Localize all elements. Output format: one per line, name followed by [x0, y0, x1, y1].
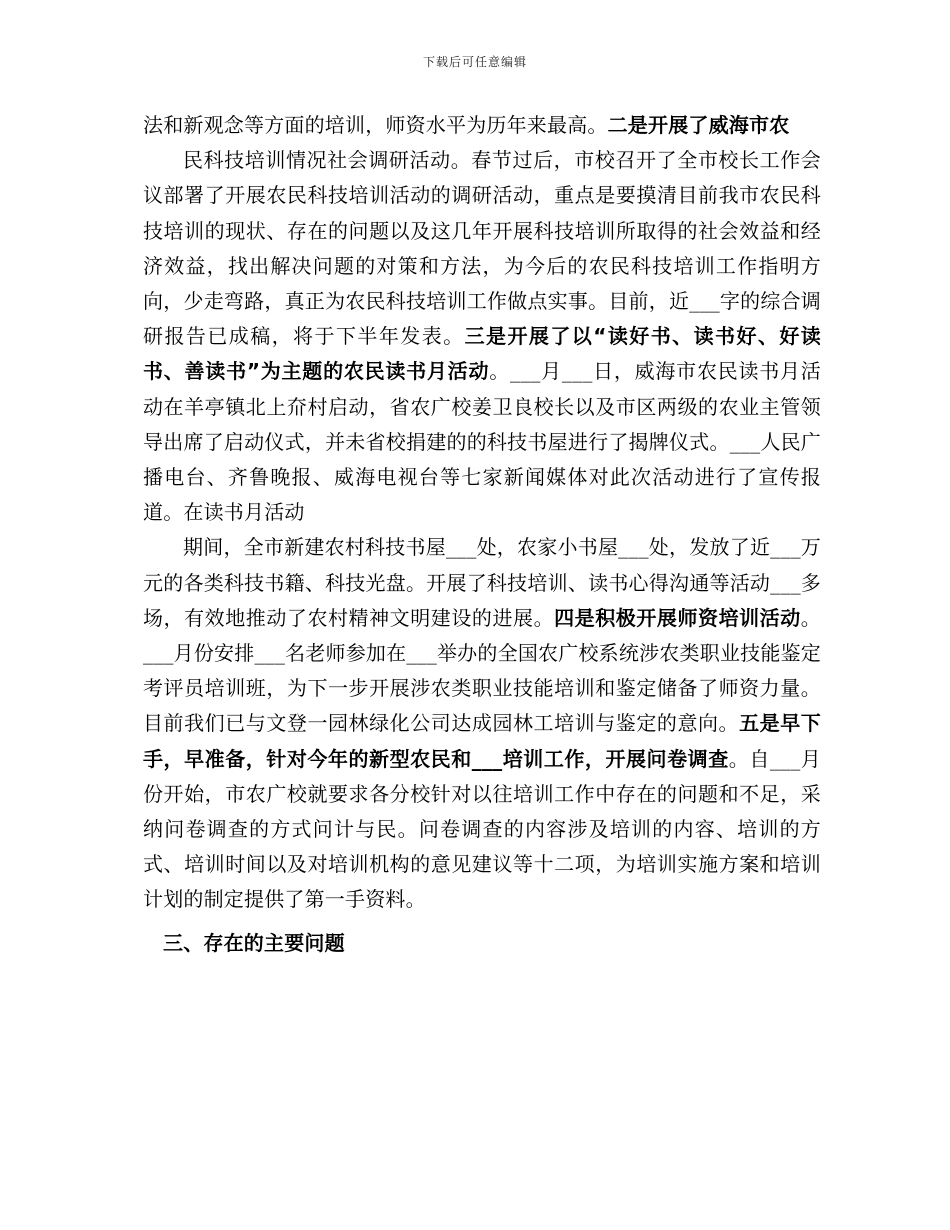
paragraph-2-text-1: 民科技培训情况社会调研活动。春节过后，市校召开了全市校长工作会议部署了开展农民科技培训活动的调研活动，重点是要摸清目前我市农民科技培训的现状、存在的问题以及这几年开展科技培训所取得的社会效益和经济效益，找出解决问题的对策和方法，为今后的农民科技培训工作指明方向，少走弯路，真正为农民科技培训工作做点实事。目前，近___字的综合调研报告已成稿，将于下半年发表。	[143, 148, 821, 349]
paragraph-2-bold: 三是开展了以“读好书、读书好、好读书、善读书”为主题的农民读书月活动	[143, 324, 822, 384]
section-heading: 三、存在的主要问题	[163, 930, 345, 955]
paragraph-3-text-3: 。自___月份开始，市农广校就要求各分校针对以往培训工作中存在的问题和不足，采纳问卷调查的方式问计与民。问卷调查的内容涉及培训的内容、培训的方式、培训时间以及对培训机构的意见建议等十二项，为培训实施方案和培训计划的制定提供了第一手资料。	[143, 746, 822, 912]
paragraph-1	[143, 108, 821, 143]
paragraph-2-text-2: 。___月___日，威海市农民读书月活动在羊亭镇北上夼村启动，省农广校姜卫良校长以及市区两级的农业主管领导出席了启动仪式，并未省校捐建的的科技书屋进行了揭牌仪式。___人民广播电台、齐鲁晚报、威海电视台等七家新闻媒体对此次活动进行了宣传报道。在读书月活动	[143, 359, 821, 525]
paragraph-2	[143, 143, 821, 530]
page-header: 下载后可任意编辑	[422, 55, 527, 69]
paragraph-3-text-2: 。___月份安排___名老师参加在___举办的全国农广校系统涉农类职业技能鉴定考评员培训班，为下一步开展涉农类职业技能培训和鉴定储备了师资力量。目前我们已与文登一园林绿化公司达成园林工培训与鉴定的意向。	[143, 605, 821, 736]
paragraph-3-bold-2: 五是早下手，早准备，针对今年的新型农民和___培训工作，开展问卷调查	[143, 711, 821, 771]
paragraph-1-bold: 二是开展了威海市农	[607, 113, 790, 137]
paragraph-1-text: 法和新观念等方面的培训，师资水平为历年来最高。	[143, 113, 608, 137]
paragraph-3	[143, 530, 821, 917]
document-body	[143, 108, 821, 961]
paragraph-3-text-1: 期间，全市新建农村科技书屋___处，农家小书屋___处，发放了近___万元的各类科技书籍、科技光盘。开展了科技培训、读书心得沟通等活动___多场，有效地推动了农村精神文明建设的进展。	[143, 535, 821, 630]
paragraph-3-bold-1: 四是积极开展师资培训活动	[554, 605, 801, 630]
